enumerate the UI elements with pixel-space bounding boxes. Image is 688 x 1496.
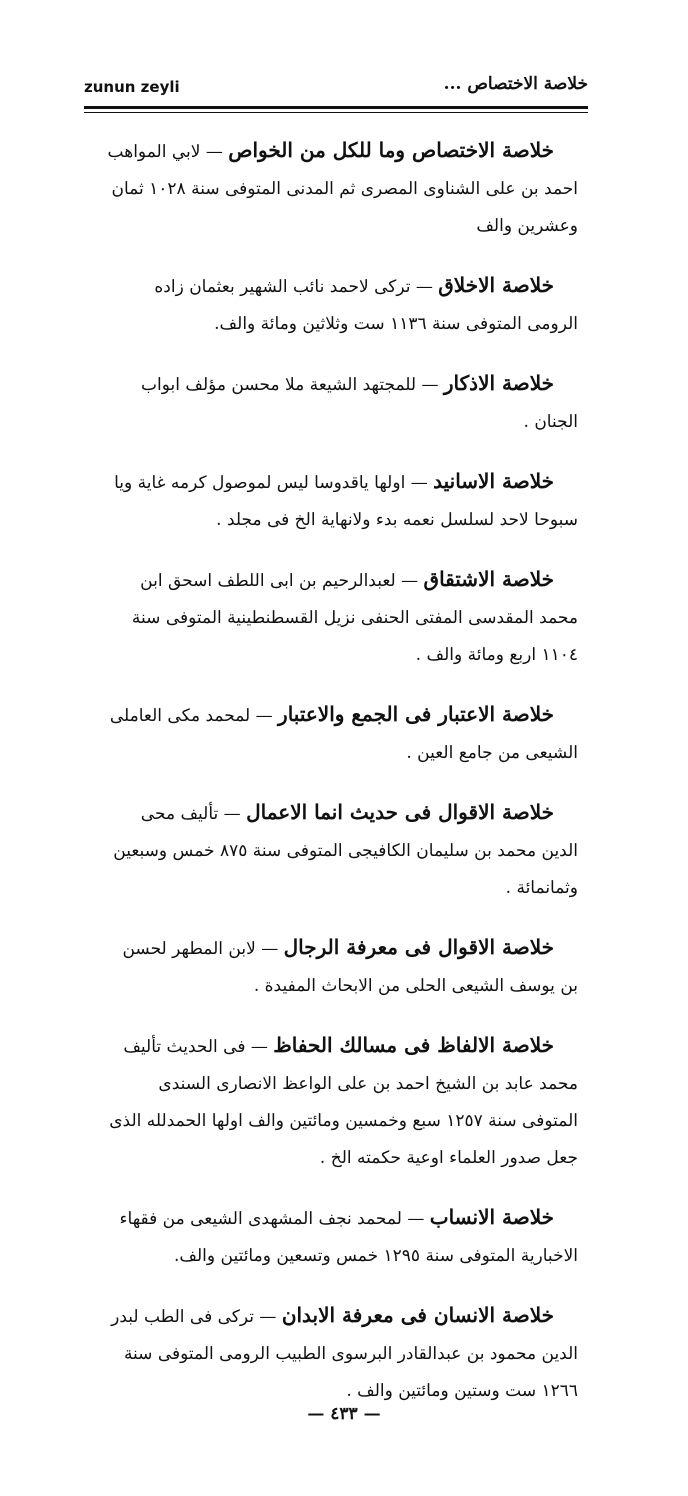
entry-text: — للمجتهد الشيعة ملا محسن مؤلف ابواب الجنان .	[140, 375, 578, 432]
entry-paragraph	[100, 267, 578, 343]
entry-title: خلاصة الاقوال فى حديث انما الاعمال	[246, 800, 554, 824]
entry-text: — تركى لاحمد نائب الشهير بعثمان زاده الرومى المتوفى سنة ١١٣٦ ست وثلاثين ومائة والف.	[154, 277, 578, 334]
entry	[100, 463, 578, 539]
header-rule-thick	[84, 106, 588, 109]
entry	[100, 1027, 578, 1177]
entry	[100, 267, 578, 343]
entry-paragraph	[100, 1297, 578, 1410]
entry-paragraph	[100, 463, 578, 539]
entry	[100, 561, 578, 674]
entry-title: خلاصة الاختصاص وما للكل من الخواص	[228, 138, 554, 162]
entry-paragraph	[100, 1199, 578, 1275]
entry-text: — لمحمد نجف المشهدى الشيعى من فقهاء الاخبارية المتوفى سنة ١٢٩٥ خمس وتسعين ومائتين والف.	[119, 1209, 578, 1266]
entry-title: خلاصة الاسانيد	[433, 469, 554, 493]
entry-text: — تركى فى الطب لبدر الدين محمود بن عبدالقادر البرسوى الطبيب الرومى المتوفى سنة ١٢٦٦ ست وستين ومائتين والف .	[111, 1307, 578, 1401]
entry-paragraph	[100, 696, 578, 772]
entry-text: — لابي المواهب احمد بن على الشناوى المصرى ثم المدنى المتوفى سنة ١٠٢٨ ثمان وعشرين والف	[107, 142, 578, 236]
header-rule-thin	[84, 112, 588, 113]
entry-text: — فى الحديث تأليف محمد عابد بن الشيخ احمد بن على الواعظ الانصارى السندى المتوفى سنة ١٢٥٧ سبع وخمسين ومائتين والف اولها الحمدلله الذى جعل صدور العلماء اوعية حكمته الخ .	[109, 1037, 578, 1168]
entry-title: خلاصة الاخلاق	[438, 273, 554, 297]
entry-title: خلاصة الاشتقاق	[423, 567, 554, 591]
header-right-text: خلاصة الاختصاص ...	[443, 74, 588, 94]
entry-title: خلاصة الانسان فى معرفة الابدان	[281, 1303, 554, 1327]
entry-text: — لمحمد مكى العاملى الشيعى من جامع العين .	[109, 706, 578, 763]
entry-paragraph	[100, 1027, 578, 1177]
entry-title: خلاصة الاقوال فى معرفة الرجال	[283, 935, 554, 959]
entry	[100, 132, 578, 245]
entry	[100, 696, 578, 772]
entry-title: خلاصة الاذكار	[443, 371, 554, 395]
entry	[100, 794, 578, 907]
entry-title: خلاصة الانساب	[429, 1205, 554, 1229]
entry	[100, 1199, 578, 1275]
entry	[100, 365, 578, 441]
entry-text: — اولها ياقدوسا ليس لموصول كرمه غاية ويا سبوحا لاحد لسلسل نعمه بدء ولانهاية الخ فى مجلد .	[114, 473, 578, 530]
entry-title: خلاصة الاعتبار فى الجمع والاعتبار	[278, 702, 554, 726]
page-number: — ٤٣٣ —	[307, 1404, 381, 1424]
entry-title: خلاصة الالفاظ فى مسالك الحفاظ	[273, 1033, 554, 1057]
entry-paragraph	[100, 365, 578, 441]
entry-text: — لعبدالرحيم بن ابى اللطف اسحق ابن محمد المقدسى المفتى الحنفى نزيل القسطنطينية المتوفى سنة ١١٠٤ اربع ومائة والف .	[131, 571, 578, 665]
header-left-text: zunun zeyli	[84, 78, 180, 96]
entry-paragraph	[100, 561, 578, 674]
entry-text: — لابن المطهر لحسن بن يوسف الشيعى الحلى من الابحاث المفيدة .	[122, 939, 578, 996]
entry	[100, 1297, 578, 1410]
entries-list	[100, 132, 578, 1432]
entry	[100, 929, 578, 1005]
running-header	[84, 72, 588, 102]
entry-paragraph	[100, 929, 578, 1005]
entry-text: — تأليف محى الدين محمد بن سليمان الكافيجى المتوفى سنة ٨٧٥ خمس وسبعين وثمانمائة .	[113, 804, 578, 898]
entry-paragraph	[100, 132, 578, 245]
entry-paragraph	[100, 794, 578, 907]
